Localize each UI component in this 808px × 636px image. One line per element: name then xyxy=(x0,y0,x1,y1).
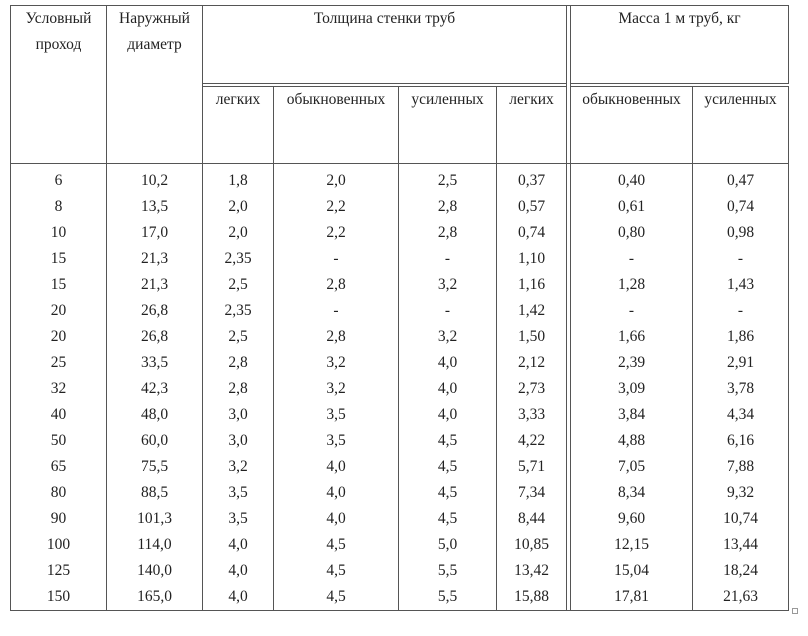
table-cell: 4,88 xyxy=(571,428,693,454)
table-cell: 2,12 xyxy=(497,350,567,376)
table-cell: 10,2 xyxy=(107,164,203,195)
table-cell: 20 xyxy=(11,298,107,324)
header-mass-ordinary: обыкновенных xyxy=(571,87,693,164)
table-cell: 7,05 xyxy=(571,454,693,480)
table-cell: 0,37 xyxy=(497,164,567,195)
table-cell: 17,81 xyxy=(571,584,693,611)
table-row xyxy=(11,350,789,376)
table-cell: 15 xyxy=(11,246,107,272)
table-cell: 0,40 xyxy=(571,164,693,195)
table-cell: 1,16 xyxy=(497,272,567,298)
table-row xyxy=(11,532,789,558)
table-cell: 2,91 xyxy=(693,350,789,376)
table-cell: 65 xyxy=(11,454,107,480)
table-cell: 12,15 xyxy=(571,532,693,558)
table-cell: 8,44 xyxy=(497,506,567,532)
table-row xyxy=(11,246,789,272)
table-cell: 20 xyxy=(11,324,107,350)
table-cell: 3,2 xyxy=(203,454,274,480)
table-cell: 3,5 xyxy=(203,480,274,506)
table-cell: 3,09 xyxy=(571,376,693,402)
table-cell: - xyxy=(571,246,693,272)
table-cell: - xyxy=(399,246,497,272)
table-cell: 9,60 xyxy=(571,506,693,532)
table-cell: 3,0 xyxy=(203,428,274,454)
table-cell: 21,3 xyxy=(107,272,203,298)
table-cell: 2,35 xyxy=(203,298,274,324)
table-cell: 125 xyxy=(11,558,107,584)
table-cell: 21,3 xyxy=(107,246,203,272)
table-cell: 2,0 xyxy=(274,164,399,195)
table-cell: 13,44 xyxy=(693,532,789,558)
table-cell: 4,0 xyxy=(274,454,399,480)
table-cell: 0,74 xyxy=(693,194,789,220)
table-cell: 40 xyxy=(11,402,107,428)
table-cell: - xyxy=(693,246,789,272)
table-cell: 101,3 xyxy=(107,506,203,532)
table-cell: 2,0 xyxy=(203,220,274,246)
table-row xyxy=(11,194,789,220)
header-thickness-ordinary: обыкновенных xyxy=(274,87,399,164)
table-row xyxy=(11,506,789,532)
table-row xyxy=(11,402,789,428)
table-cell: 75,5 xyxy=(107,454,203,480)
table-row xyxy=(11,220,789,246)
table-cell: - xyxy=(399,298,497,324)
table-cell: 4,0 xyxy=(399,402,497,428)
table-cell: 6,16 xyxy=(693,428,789,454)
table-cell: 6 xyxy=(11,164,107,195)
table-cell: 10 xyxy=(11,220,107,246)
table-cell: 26,8 xyxy=(107,298,203,324)
table-cell: 80 xyxy=(11,480,107,506)
table-cell: 2,73 xyxy=(497,376,567,402)
table-cell: 3,78 xyxy=(693,376,789,402)
table-cell: 48,0 xyxy=(107,402,203,428)
table-cell: 2,2 xyxy=(274,194,399,220)
table-cell: 7,88 xyxy=(693,454,789,480)
table-cell: 2,5 xyxy=(399,164,497,195)
table-cell: 3,5 xyxy=(274,428,399,454)
table-cell: 2,39 xyxy=(571,350,693,376)
table-cell: 2,0 xyxy=(203,194,274,220)
table-cell: 2,5 xyxy=(203,272,274,298)
table-cell: 2,8 xyxy=(399,220,497,246)
table-cell: 2,35 xyxy=(203,246,274,272)
table-cell: 1,86 xyxy=(693,324,789,350)
table-cell: 9,32 xyxy=(693,480,789,506)
table-cell: 3,2 xyxy=(274,376,399,402)
header-mass-reinforced: усиленных xyxy=(693,87,789,164)
table-cell: 42,3 xyxy=(107,376,203,402)
table-row xyxy=(11,164,789,195)
table-row xyxy=(11,584,789,611)
table-cell: 8,34 xyxy=(571,480,693,506)
table-cell: 4,5 xyxy=(399,506,497,532)
table-cell: 33,5 xyxy=(107,350,203,376)
header-thickness-light: легких xyxy=(203,87,274,164)
table-row xyxy=(11,298,789,324)
table-cell: 0,80 xyxy=(571,220,693,246)
table-cell: 1,66 xyxy=(571,324,693,350)
table-cell: 114,0 xyxy=(107,532,203,558)
table-cell: 4,5 xyxy=(399,480,497,506)
table-cell: 2,8 xyxy=(203,350,274,376)
table-cell: 2,5 xyxy=(203,324,274,350)
table-cell: - xyxy=(274,246,399,272)
table-cell: 4,5 xyxy=(399,454,497,480)
table-cell: 2,2 xyxy=(274,220,399,246)
table-cell: 60,0 xyxy=(107,428,203,454)
table-cell: 4,0 xyxy=(399,376,497,402)
table-cell: 1,42 xyxy=(497,298,567,324)
table-cell: 2,8 xyxy=(274,272,399,298)
table-cell: 5,5 xyxy=(399,558,497,584)
table-cell: 2,8 xyxy=(399,194,497,220)
table-cell: 4,0 xyxy=(399,350,497,376)
table-cell: 100 xyxy=(11,532,107,558)
table-cell: 165,0 xyxy=(107,584,203,611)
table-cell: 13,42 xyxy=(497,558,567,584)
table-cell: 3,5 xyxy=(274,402,399,428)
table-cell: 25 xyxy=(11,350,107,376)
table-row xyxy=(11,428,789,454)
table-cell: 8 xyxy=(11,194,107,220)
table-cell: 21,63 xyxy=(693,584,789,611)
table-cell: 4,22 xyxy=(497,428,567,454)
table-cell: 3,2 xyxy=(399,324,497,350)
table-cell: - xyxy=(693,298,789,324)
header-mass-per-meter: Масса 1 м труб, кг xyxy=(571,6,789,84)
table-cell: 3,84 xyxy=(571,402,693,428)
table-cell: 0,47 xyxy=(693,164,789,195)
table-cell: 4,0 xyxy=(203,532,274,558)
table-cell: 0,98 xyxy=(693,220,789,246)
table-cell: 3,5 xyxy=(203,506,274,532)
table-cell: 15 xyxy=(11,272,107,298)
table-cell: 5,71 xyxy=(497,454,567,480)
table-cell: 3,2 xyxy=(399,272,497,298)
table-cell: 26,8 xyxy=(107,324,203,350)
pipe-dimensions-table xyxy=(10,5,789,611)
table-cell: 4,5 xyxy=(274,558,399,584)
table-cell: 1,50 xyxy=(497,324,567,350)
table-cell: 1,8 xyxy=(203,164,274,195)
header-nominal-bore: Условный проход xyxy=(11,6,107,164)
table-cell: 4,0 xyxy=(203,584,274,611)
table-row xyxy=(11,272,789,298)
table-cell: 2,8 xyxy=(274,324,399,350)
table-cell: 10,74 xyxy=(693,506,789,532)
table-cell: 3,33 xyxy=(497,402,567,428)
table-body xyxy=(11,164,789,611)
table-row xyxy=(11,376,789,402)
table-cell: 4,5 xyxy=(399,428,497,454)
table-row xyxy=(11,480,789,506)
table-cell: 4,34 xyxy=(693,402,789,428)
table-cell: 4,5 xyxy=(274,584,399,611)
table-cell: 1,10 xyxy=(497,246,567,272)
page-corner-mark xyxy=(792,608,798,614)
table-cell: 32 xyxy=(11,376,107,402)
table-cell: 88,5 xyxy=(107,480,203,506)
header-wall-thickness: Толщина стенки труб xyxy=(203,6,567,84)
table-row xyxy=(11,558,789,584)
table-cell: 90 xyxy=(11,506,107,532)
table-cell: 50 xyxy=(11,428,107,454)
table-cell: 0,61 xyxy=(571,194,693,220)
table-cell: 4,0 xyxy=(203,558,274,584)
table-cell: 3,2 xyxy=(274,350,399,376)
table-cell: 4,0 xyxy=(274,480,399,506)
header-mass-light: легких xyxy=(497,87,567,164)
header-thickness-reinforced: усиленных xyxy=(399,87,497,164)
table-cell: 10,85 xyxy=(497,532,567,558)
table-cell: 0,74 xyxy=(497,220,567,246)
table-cell: 5,0 xyxy=(399,532,497,558)
table-cell: 4,5 xyxy=(274,532,399,558)
table-cell: 5,5 xyxy=(399,584,497,611)
table-row xyxy=(11,454,789,480)
table-cell: 140,0 xyxy=(107,558,203,584)
table-cell: 7,34 xyxy=(497,480,567,506)
table-cell: - xyxy=(274,298,399,324)
table-cell: 15,04 xyxy=(571,558,693,584)
table-cell: 1,43 xyxy=(693,272,789,298)
table-cell: 3,0 xyxy=(203,402,274,428)
table-cell: 4,0 xyxy=(274,506,399,532)
table-cell: 1,28 xyxy=(571,272,693,298)
header-outer-diameter: Наружный диаметр xyxy=(107,6,203,164)
table-cell: 17,0 xyxy=(107,220,203,246)
table-cell: 150 xyxy=(11,584,107,611)
table-cell: - xyxy=(571,298,693,324)
table-row xyxy=(11,324,789,350)
table-cell: 15,88 xyxy=(497,584,567,611)
table-cell: 18,24 xyxy=(693,558,789,584)
table-cell: 0,57 xyxy=(497,194,567,220)
table-cell: 2,8 xyxy=(203,376,274,402)
table-cell: 13,5 xyxy=(107,194,203,220)
